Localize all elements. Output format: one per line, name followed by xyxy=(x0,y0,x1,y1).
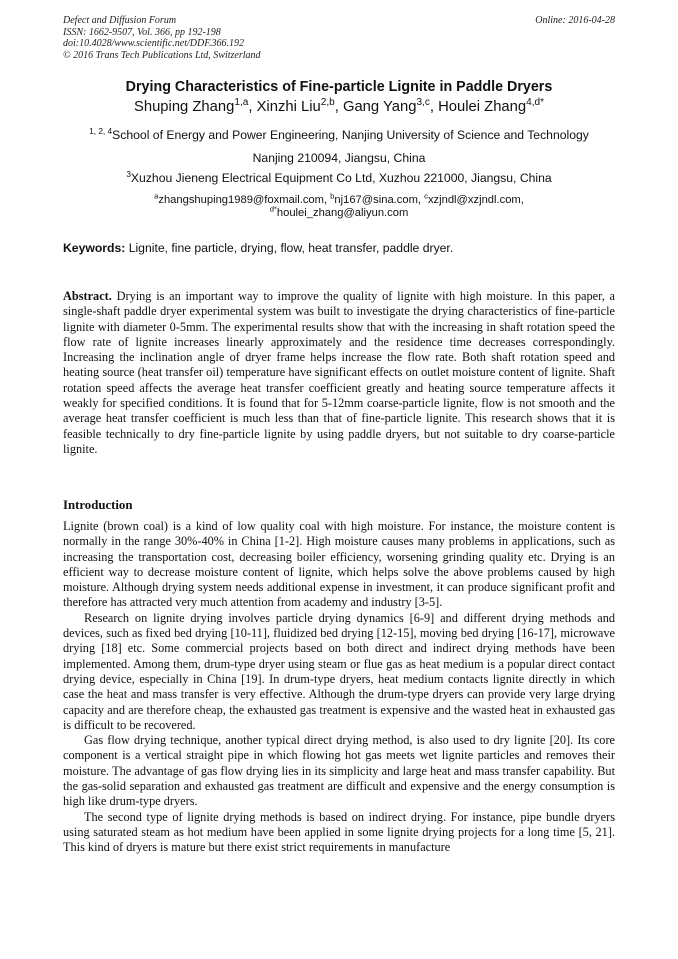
email-d: houlei_zhang@aliyun.com xyxy=(276,207,409,219)
author-4: Houlei Zhang$^{4,d*}$ xyxy=(438,97,544,115)
email-line-1: $^a$zhangshuping1989@foxmail.com, $^b$nj167@sina.com, $^c$xzjndl@xzjndl.com, xyxy=(154,191,524,206)
paragraph-2: Research on lignite drying involves particle drying dynamics [6-9] and different drying methods and devices, such as fixed bed drying [10-11], fluidized bed drying [12-15], moving bed drying [16-17], microwave drying [18] etc. Some commercial projects based on both direct and indirect drying methods have been implemented. Among them, drum-type dryer using steam or flue gas as heat medium is a popular direct contact drying device, especially in China [19]. In drum-type dryers, heat medium contacts lignite directly in which case the heat and mass transfer is very effective. Although the drum-type dryers can provide very large drying capacity and are therefore cheap, the exhausted gas treatment is expensive and the wasted heat in exhausted gas is difficult to be recovered. xyxy=(63,610,615,732)
copyright-line: © 2016 Trans Tech Publications Ltd, Switzerland xyxy=(63,49,261,61)
email-b: nj167@sina.com, xyxy=(334,194,425,206)
abstract-label: Abstract. xyxy=(63,289,112,303)
journal-info xyxy=(63,15,261,61)
abstract-text: Drying is an important way to improve the quality of lignite with high moisture. In this paper, a single-shaft paddle dryer experimental system was built to investigate the drying characteristics of fine-particle lignite with diameter 0-5mm. The experimental results show that with the increasing in shaft rotation speed the flow rate of lignite increases linearly approximately and the residence time decreases correspondingly. Increasing the inclination angle of dryer frame helps increase the flow rate. Both shaft rotation speed and heating source (heat transfer oil) temperature have significant effects on outlet moisture content of lignite. Shaft rotation speed affects the average heat transfer coefficient greatly and heating source temperature affects it weakly for specified conditions. It is found that for 5-12mm coarse-particle lignite, flow is not smooth and the average heat transfer coefficient is much less than that of fine-particle lignite. This research shows that it is feasible technically to dry fine-particle lignite by using paddle dryers, but not suitable to dry coarse-particle lignite. xyxy=(63,289,615,456)
email-line-2: $^{d*}$houlei_zhang@aliyun.com xyxy=(269,204,409,219)
keywords xyxy=(63,241,453,255)
affiliation-2: $^3$Xuzhou Jieneng Electrical Equipment Co Ltd, Xuzhou 221000, Jiangsu, China xyxy=(126,168,552,185)
keywords-text: Lignite, fine particle, drying, flow, heat transfer, paddle dryer. xyxy=(125,241,454,255)
abstract xyxy=(63,289,615,457)
affiliation-1: $^{1, 2, 4}$School of Energy and Power Engineering, Nanjing University of Science and Technology xyxy=(89,125,589,142)
paragraph-1: Lignite (brown coal) is a kind of low quality coal with high moisture. For instance, the moisture content is normally in the range 30%-40% in China [1-2]. High moisture causes many problems in applications, such as increasing the transportation cost, decreasing boiler efficiency, worsening grinding quality etc. Drying is an efficient way to decrease moisture content of lignite, which helps solve the above problems caused by high moisture. Although drying system needs additional expense in investment, it can produce significant profit and therefore has attracted very much attention from academy and industry [3-5]. xyxy=(63,519,615,610)
section-heading-introduction: Introduction xyxy=(63,498,133,512)
journal-name: Defect and Diffusion Forum xyxy=(63,15,177,26)
author-3: Gang Yang$^{3,c}$, xyxy=(342,97,439,115)
paper-title: Drying Characteristics of Fine-particle Lignite in Paddle Dryers xyxy=(125,79,553,95)
author-1: Shuping Zhang$^{1,a}$, xyxy=(133,97,257,115)
introduction-body xyxy=(63,519,615,856)
paragraph-3: Gas flow drying technique, another typical direct drying method, is also used to dry lignite [20]. Its core component is a vertical straight pipe in which flowing hot gas meets wet lignite particles and removes their moisture. The advantage of gas flow drying lies in its simplicity and large heat and mass transfer capability. But the gas-solid separation and exhausted gas treatment are difficult and expensive and the energy consumption is high like drum-type dryers. xyxy=(63,733,615,809)
author-2: Xinzhi Liu$^{2,b}$, xyxy=(256,97,343,115)
keywords-label: Keywords: xyxy=(63,241,126,255)
author-list xyxy=(0,99,678,115)
paragraph-4: The second type of lignite drying methods is based on indirect drying. For instance, pipe bundle dryers using saturated steam as hot medium have been applied in some lignite drying projects for a long time [5, 21]. This kind of dryers is mature but there exist strict requirements in manufacture xyxy=(63,809,615,855)
issn-line: ISSN: 1662-9507, Vol. 366, pp 192-198 xyxy=(63,26,221,38)
affiliation-1-city: Nanjing 210094, Jiangsu, China xyxy=(252,151,426,165)
email-a: zhangshuping1989@foxmail.com, xyxy=(158,194,331,206)
doi-line: doi:10.4028/www.scientific.net/DDF.366.192 xyxy=(63,38,245,49)
email-c: xzjndl@xzjndl.com, xyxy=(427,194,524,206)
online-date: Online: 2016-04-28 xyxy=(535,15,615,26)
